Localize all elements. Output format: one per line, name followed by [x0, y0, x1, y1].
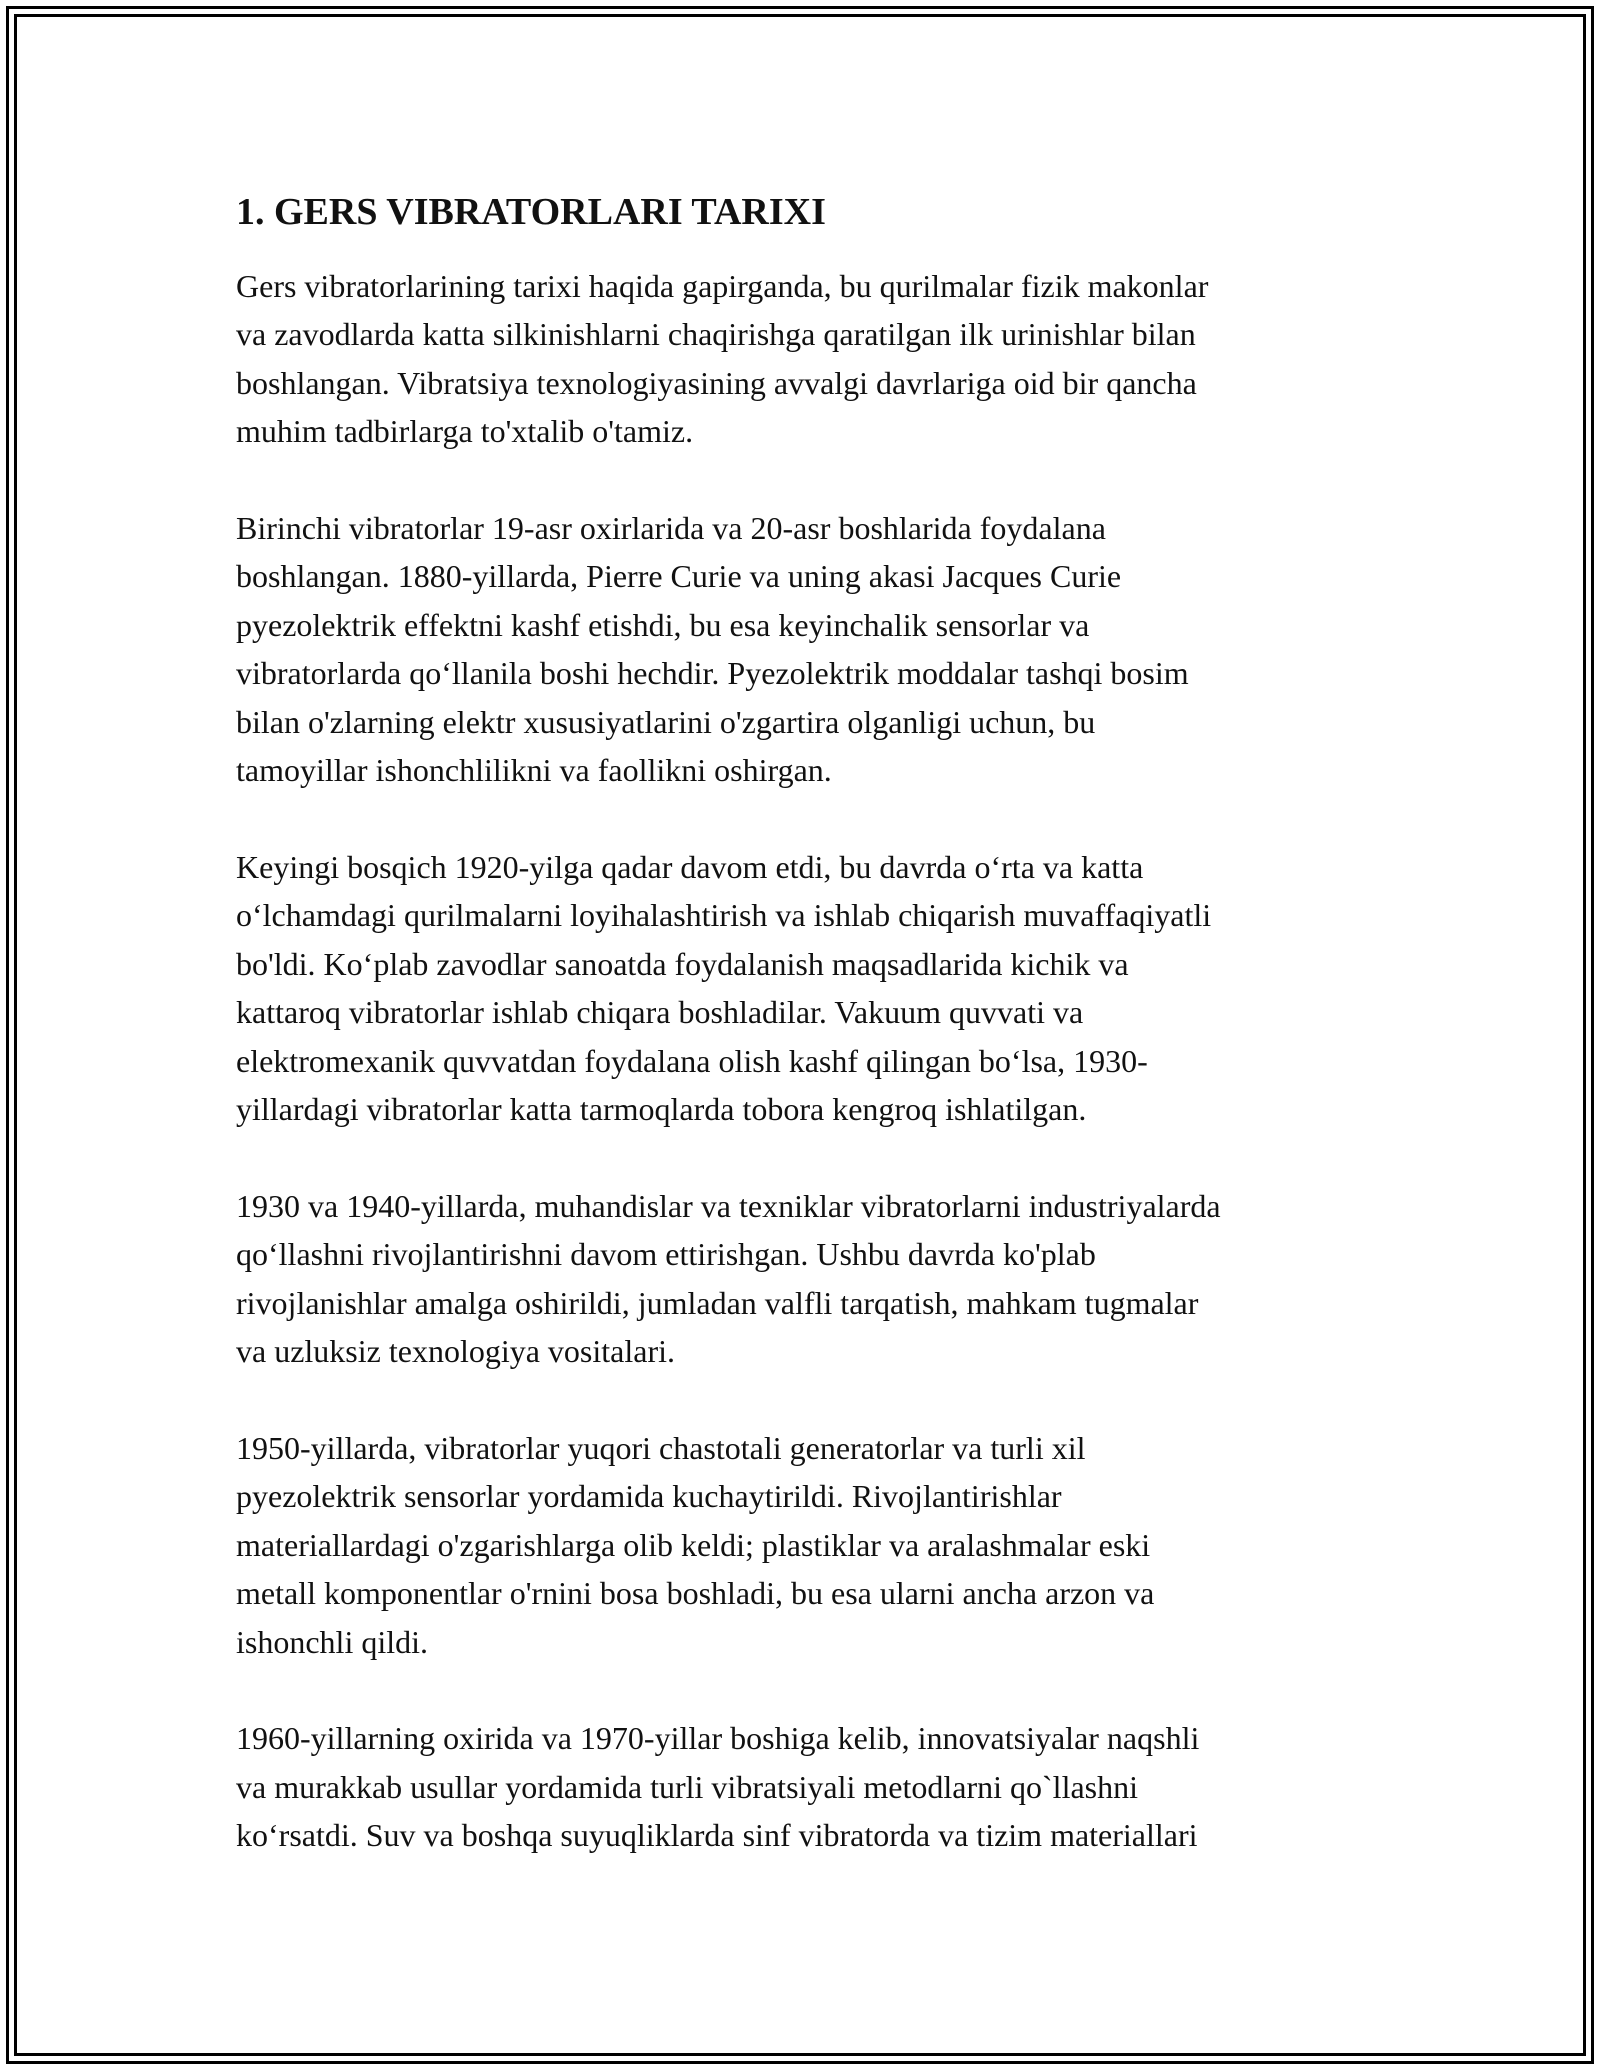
text-line: 1950-yillarda, vibratorlar yuqori chastotali generatorlar va turli xil — [236, 1429, 1086, 1466]
text-line: Birinchi vibratorlar 19-asr oxirlarida va 20-asr boshlarida foydalana — [236, 509, 1106, 546]
text-line: Gers vibratorlarining tarixi haqida gapirganda, bu qurilmalar fizik makonlar — [236, 267, 1209, 304]
paragraph-2 — [236, 504, 1386, 795]
paragraph-5 — [236, 1424, 1386, 1667]
text-line: kattaroq vibratorlar ishlab chiqara boshladilar. Vakuum quvvati va — [236, 994, 1084, 1031]
text-line: va murakkab usullar yordamida turli vibratsiyali metodlarni qo`llashni — [236, 1768, 1138, 1805]
text-line: va zavodlarda katta silkinishlarni chaqirishga qaratilgan ilk urinishlar bilan — [236, 316, 1196, 353]
text-line: tamoyillar ishonchlilikni va faollikni oshirgan. — [236, 752, 832, 789]
text-line: elektromexanik quvvatdan foydalana olish kashf qilingan bo‘lsa, 1930- — [236, 1042, 1148, 1079]
text-line: muhim tadbirlarga to'xtalib o'tamiz. — [236, 413, 694, 450]
paragraph-6 — [236, 1714, 1386, 1860]
text-line: boshlangan. 1880-yillarda, Pierre Curie va uning akasi Jacques Curie — [236, 558, 1122, 595]
text-line: rivojlanishlar amalga oshirildi, jumladan valfli tarqatish, mahkam tugmalar — [236, 1284, 1199, 1321]
text-line: pyezolektrik effektni kashf etishdi, bu esa keyinchalik sensorlar va — [236, 606, 1090, 643]
text-line: bo'ldi. Ko‘plab zavodlar sanoatda foydalanish maqsadlarida kichik va — [236, 945, 1129, 982]
text-line: metall komponentlar o'rnini bosa boshladi, bu esa ularni ancha arzon va — [236, 1575, 1155, 1612]
text-line: va uzluksiz texnologiya vositalari. — [236, 1333, 675, 1370]
text-line: 1960-yillarning oxirida va 1970-yillar boshiga kelib, innovatsiyalar naqshli — [236, 1720, 1200, 1757]
text-line: o‘lchamdagi qurilmalarni loyihalashtirish va ishlab chiqarish muvaffaqiyatli — [236, 897, 1212, 934]
document-body — [236, 180, 1386, 1908]
text-line: bilan o'zlarning elektr xususiyatlarini o'zgartira olganligi uchun, bu — [236, 703, 1096, 740]
text-line: boshlangan. Vibratsiya texnologiyasining avvalgi davrlariga oid bir qancha — [236, 364, 1197, 401]
paragraph-4 — [236, 1182, 1386, 1376]
text-line: Keyingi bosqich 1920-yilga qadar davom etdi, bu davrda o‘rta va katta — [236, 848, 1144, 885]
paragraph-3 — [236, 843, 1386, 1134]
text-line: ishonchli qildi. — [236, 1623, 428, 1660]
section-heading: 1. GERS VIBRATORLARI TARIXI — [236, 191, 826, 233]
text-line: vibratorlarda qo‘llanila boshi hechdir. Pyezolektrik moddalar tashqi bosim — [236, 655, 1189, 692]
text-line: materiallardagi o'zgarishlarga olib keldi; plastiklar va aralashmalar eski — [236, 1526, 1151, 1563]
text-line: 1930 va 1940-yillarda, muhandislar va texniklar vibratorlarni industriyalarda — [236, 1187, 1221, 1224]
paragraph-1 — [236, 262, 1386, 456]
text-line: ko‘rsatdi. Suv va boshqa suyuqliklarda sinf vibratorda va tizim materiallari — [236, 1817, 1198, 1854]
text-line: pyezolektrik sensorlar yordamida kuchaytirildi. Rivojlantirishlar — [236, 1478, 1062, 1515]
text-line: qo‘llashni rivojlantirishni davom ettirishgan. Ushbu davrda ko'plab — [236, 1236, 1096, 1273]
text-line: yillardagi vibratorlar katta tarmoqlarda tobora kengroq ishlatilgan. — [236, 1091, 1087, 1128]
